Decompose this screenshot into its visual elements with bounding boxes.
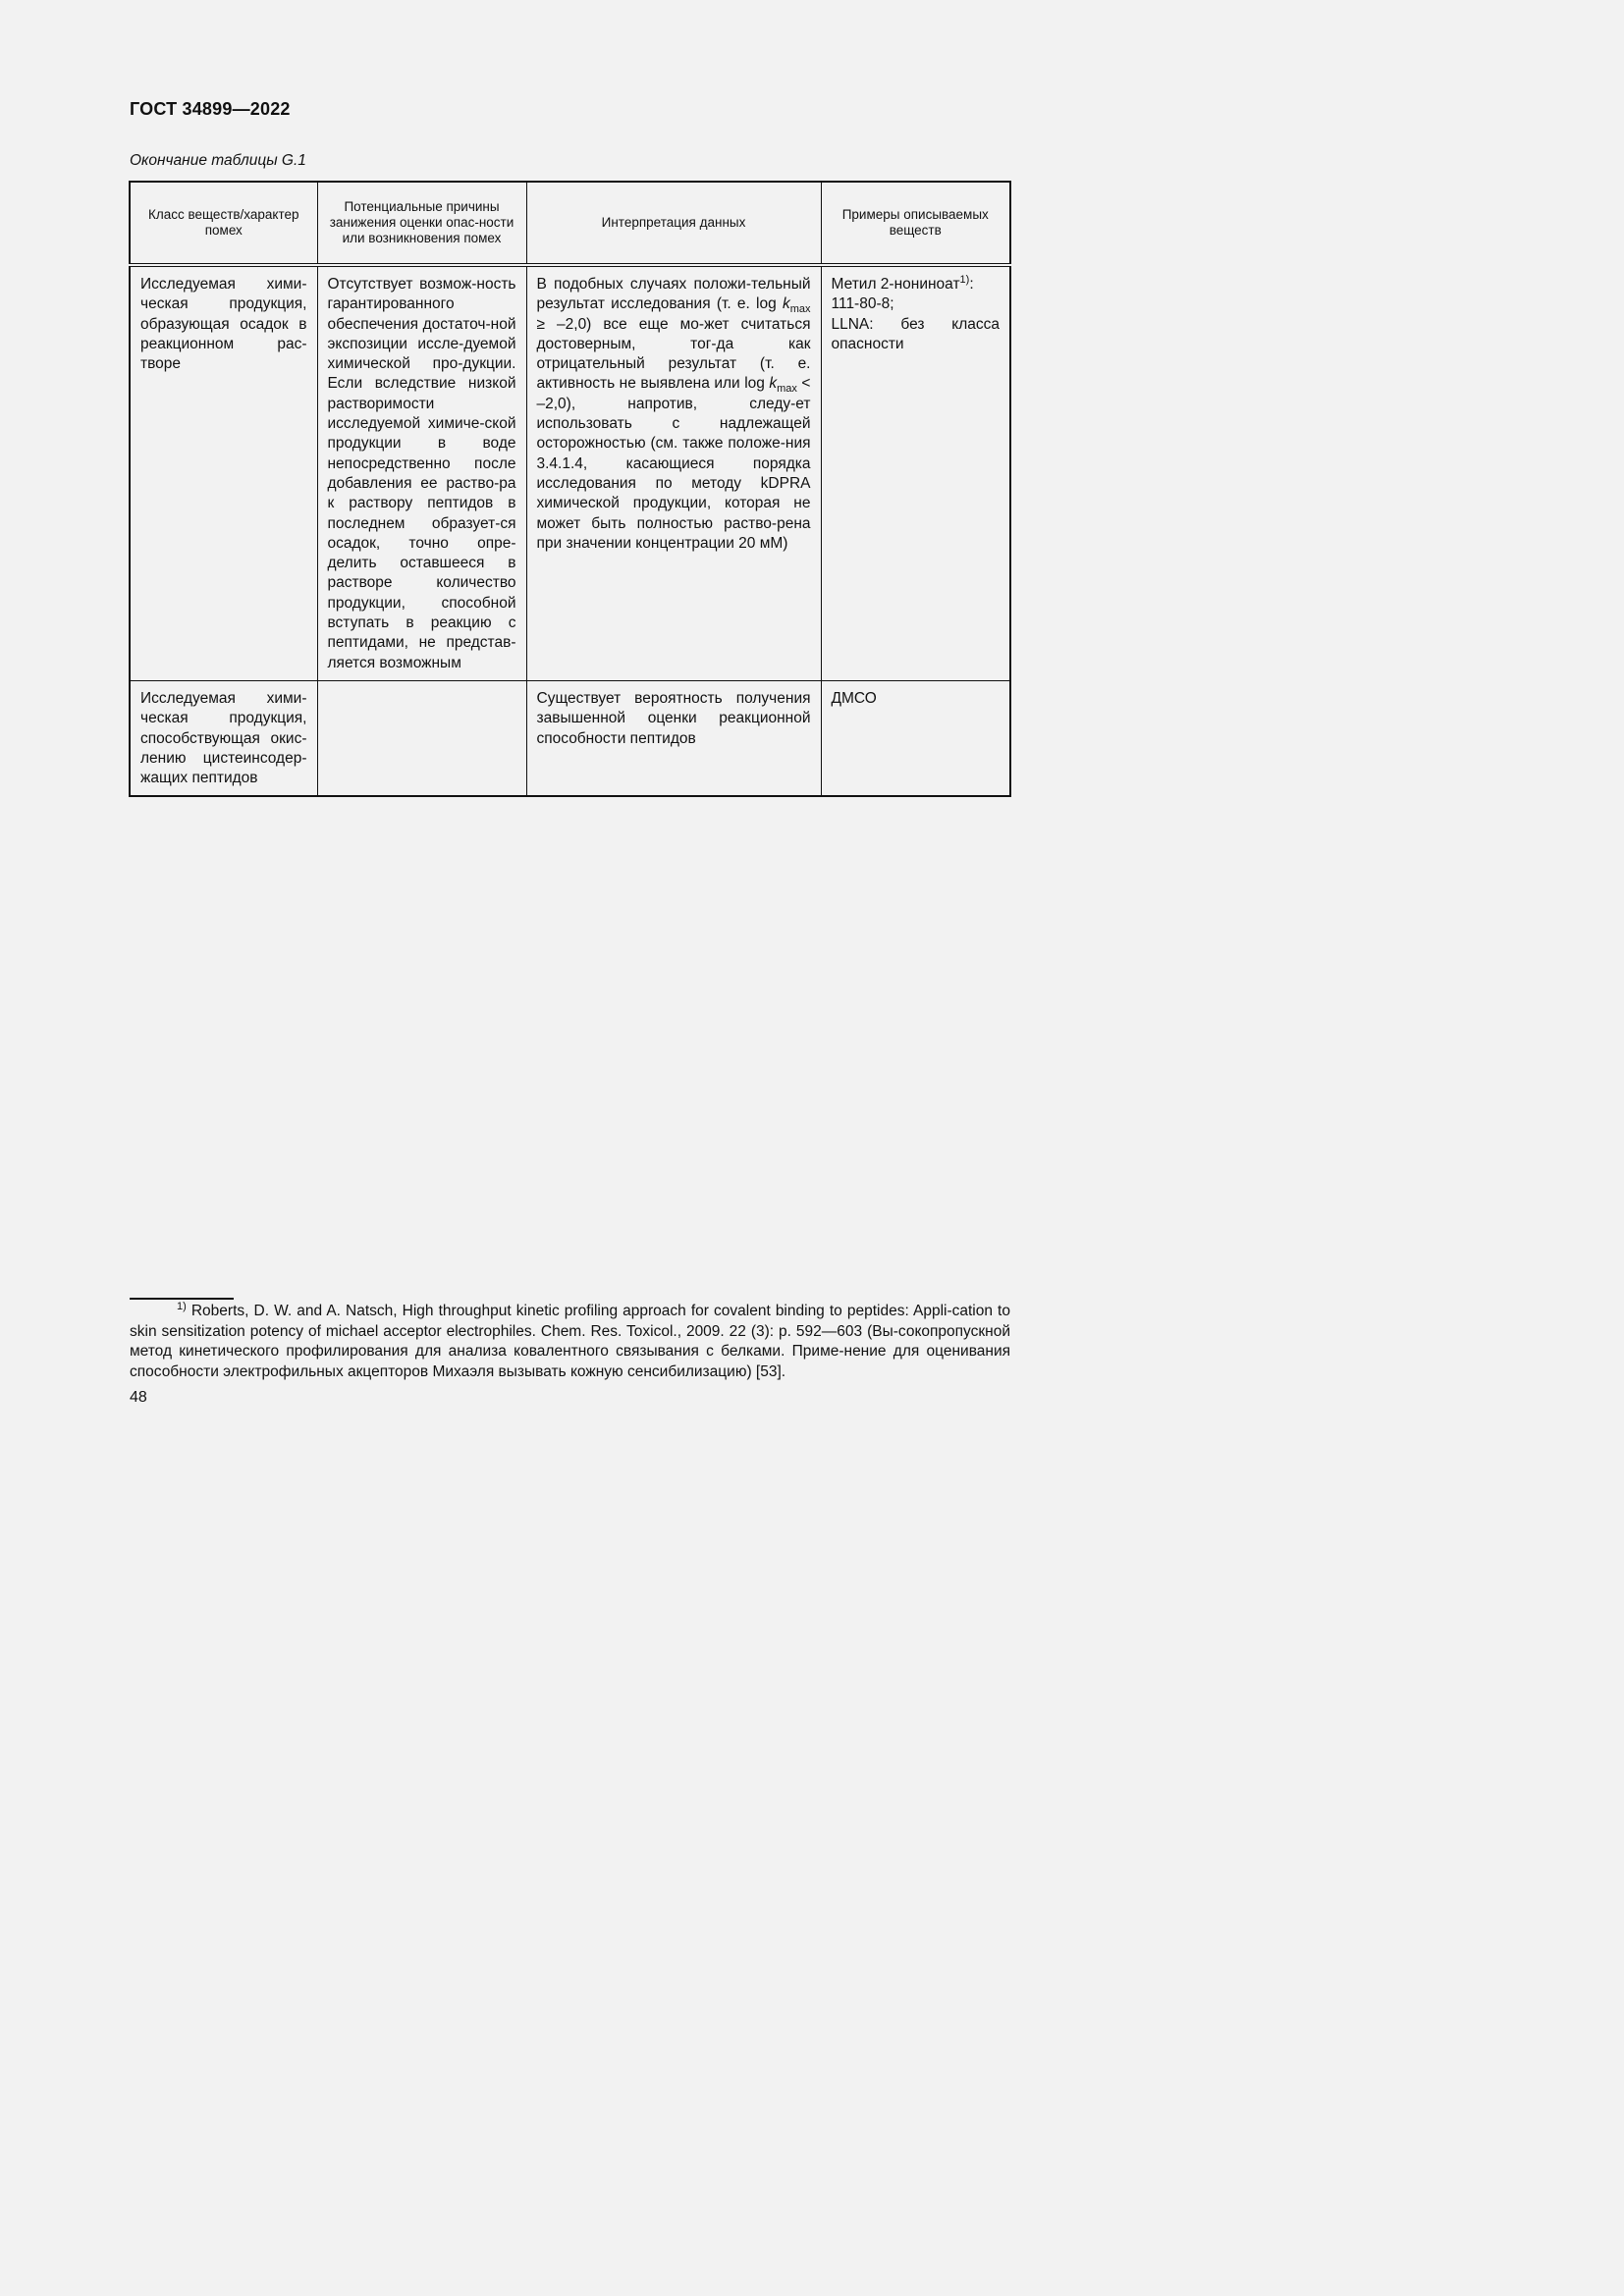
cell-examples: ДМСО <box>821 680 1010 796</box>
k-symbol: k <box>782 295 790 313</box>
header-substance-class: Класс веществ/характер помех <box>130 182 317 265</box>
data-table <box>129 181 1011 797</box>
table-header-row <box>130 182 1010 265</box>
cell-substance-class: Исследуемая хими-ческая продукция, образующая осадок в реакционном рас-творе <box>130 265 317 680</box>
example-cas-number: 111-80-8; <box>831 295 894 313</box>
table-caption: Окончание таблицы G.1 <box>130 152 306 169</box>
cell-data-interpretation: Существует вероятность получения завышенной оценки реакционной способности пептидов <box>526 680 821 796</box>
footnote-reference[interactable]: 1) <box>959 273 970 286</box>
cell-data-interpretation <box>526 265 821 680</box>
document-header: ГОСТ 34899—2022 <box>130 99 291 119</box>
footnote <box>130 1302 1010 1382</box>
header-potential-causes: Потенциальные причины занижения оценки опас-ности или возникновения помех <box>317 182 526 265</box>
page-number: 48 <box>130 1389 147 1406</box>
interp-text-part1: В подобных случаях положи-тельный результат исследования (т. е. log <box>536 276 811 313</box>
k-subscript: max <box>777 383 797 396</box>
interp-text-part2: ≥ –2,0) все еще мо-жет считаться достоверным, тог-да как отрицательный результат (т. е. активность не выявлена или log <box>536 315 811 393</box>
example-llna: LLNA: без класса опасности <box>831 315 1000 352</box>
cell-examples <box>821 265 1010 680</box>
footnote-separator <box>130 1298 234 1300</box>
cell-substance-class: Исследуемая хими-ческая продукция, способствующая окис-лению цистеинсодер-жащих пептидов <box>130 680 317 796</box>
table-row <box>130 680 1010 796</box>
footnote-marker: 1) <box>177 1300 187 1312</box>
example-substance: Метил 2-нониноат <box>831 276 960 293</box>
table-row <box>130 265 1010 680</box>
interp-text-part3: < –2,0), напротив, следу-ет использовать с надлежащей осторожностью (см. также положе-ния 3.4.1.4, касающиеся порядка исследования по методу kDPRA химической продукции, которая не может быть полностью раство-рена при значении концентрации 20 мМ) <box>536 375 811 552</box>
footnote-text: Roberts, D. W. and A. Natsch, High throughput kinetic profiling approach for covalent binding to peptides: Appli-cation to skin sensitization potency of michael acceptor electrophiles. Chem. Res. Toxicol., 2009. 22 (3): p. 592—603 (Вы-сокопропускной метод кинетического профилирования для анализа ковалентного связывания с белками. Приме-нение для оценивания способности электрофильных акцепторов Михаэля вызывать кожную сенсибилизацию) [53]. <box>130 1303 1010 1380</box>
example-colon: : <box>969 276 974 293</box>
k-symbol: k <box>769 375 778 393</box>
header-data-interpretation: Интерпретация данных <box>526 182 821 265</box>
cell-potential-causes <box>317 680 526 796</box>
k-subscript: max <box>789 303 811 316</box>
cell-potential-causes: Отсутствует возмож-ность гарантированного обеспечения достаточ-ной экспозиции иссле-дуемой химической про-дукции. Если вследствие низкой растворимости исследуемой химиче-ской продукции в воде непосредственно после добавления ее раство-ра к раствору пептидов в последнем образует-ся осадок, точно опре-делить оставшееся в растворе количество продукции, способной вступать в реакцию с пептидами, не представ-ляется возможным <box>317 265 526 680</box>
header-examples: Примеры описываемых веществ <box>821 182 1010 265</box>
